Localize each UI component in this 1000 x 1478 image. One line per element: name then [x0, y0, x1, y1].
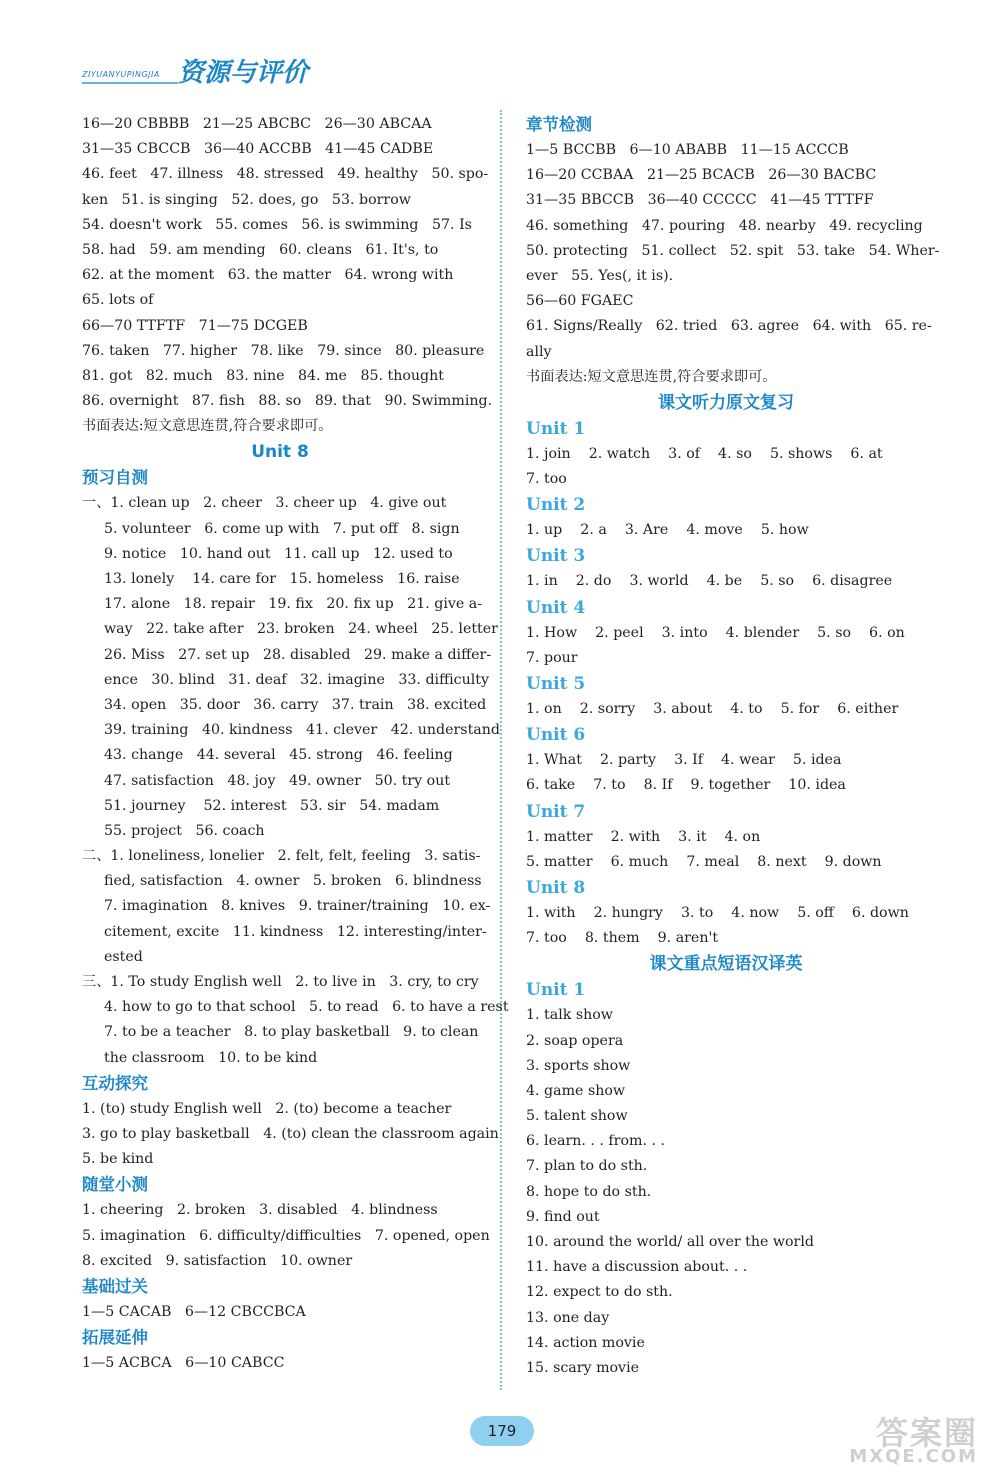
- page-header: [82, 50, 342, 88]
- unit-heading: Unit 4: [526, 597, 586, 618]
- answer-line: 7. plan to do sth.: [526, 1158, 648, 1175]
- section-quiz-heading: 随堂小测: [82, 1175, 148, 1195]
- watermark-text: 答案圈: [875, 1414, 978, 1452]
- answer-line: 1. What 2. party 3. If 4. wear 5. idea: [526, 752, 842, 769]
- answer-line: 15. scary movie: [526, 1359, 640, 1376]
- listening-review-title: 课文听力原文复习: [658, 392, 794, 413]
- left-column: [82, 112, 509, 1376]
- section-preview-heading: 预习自测: [82, 468, 148, 488]
- answer-line: 1—5 BCCBB 6—10 ABABB 11—15 ACCCB: [526, 142, 849, 158]
- answer-line: 1. in 2. do 3. world 4. be 5. so 6. disagree: [526, 573, 893, 590]
- answer-line: 61. Signs/Really 62. tried 63. agree 64. with 65. re-: [526, 318, 932, 335]
- answer-line: 10. around the world/ all over the world: [526, 1234, 814, 1250]
- answer-line: 13. one day: [526, 1309, 610, 1326]
- answer-line: 1. on 2. sorry 3. about 4. to 5. for 6. either: [526, 701, 899, 717]
- answer-line: 5. be kind: [82, 1151, 154, 1168]
- answer-line: 7. imagination 8. knives 9. trainer/training 10. ex-: [104, 898, 491, 915]
- answer-line: 34. open 35. door 36. carry 37. train 38. excited: [104, 696, 487, 713]
- answer-line: 1. join 2. watch 3. of 4. so 5. shows 6. at: [526, 445, 883, 462]
- answer-line: ence 30. blind 31. deaf 32. imagine 33. difficulty: [104, 671, 490, 688]
- answer-line: 3. go to play basketball 4. (to) clean the classroom again: [82, 1125, 499, 1142]
- answer-line: 12. expect to do sth.: [526, 1284, 673, 1301]
- answer-line: 9. notice 10. hand out 11. call up 12. used to: [104, 545, 453, 562]
- unit-heading: Unit 2: [526, 495, 586, 516]
- answer-line: 1—5 CACAB 6—12 CBCCBCA: [82, 1303, 306, 1320]
- answer-line: 47. satisfaction 48. joy 49. owner 50. try out: [104, 772, 451, 789]
- answer-line: 16—20 CBBBB 21—25 ABCBC 26—30 ABCAA: [82, 116, 432, 132]
- unit-8-title: Unit 8: [251, 442, 309, 463]
- answer-line: 46. feet 47. illness 48. stressed 49. healthy 50. spo-: [82, 166, 489, 183]
- answer-line: ally: [526, 343, 552, 360]
- answer-line: ever 55. Yes(, it is).: [526, 267, 674, 284]
- section-extend-heading: 拓展延伸: [82, 1328, 148, 1348]
- answer-line: 书面表达:短文意思连贯,符合要求即可。: [526, 368, 777, 385]
- section-chapter-heading: 章节检测: [526, 115, 592, 134]
- answer-line: 14. action movie: [526, 1334, 645, 1351]
- answer-line: 1. How 2. peel 3. into 4. blender 5. so 6. on: [526, 624, 905, 641]
- answer-line: 5. matter 6. much 7. meal 8. next 9. down: [526, 853, 882, 870]
- answer-line: 13. lonely 14. care for 15. homeless 16. raise: [104, 571, 460, 587]
- answer-line: 5. imagination 6. difficulty/difficulties 7. opened, open: [82, 1227, 490, 1244]
- unit-heading: Unit 5: [526, 674, 586, 694]
- answer-line: 8. hope to do sth.: [526, 1183, 652, 1200]
- answer-line: ken 51. is singing 52. does, go 53. borrow: [82, 191, 411, 208]
- answer-line: 31—35 CBCCB 36—40 ACCBB 41—45 CADBE: [82, 141, 434, 158]
- page-number: 179: [470, 1416, 534, 1446]
- answer-line: 4. game show: [526, 1082, 626, 1099]
- answer-line: 9. find out: [526, 1208, 600, 1225]
- answer-line: citement, excite 11. kindness 12. interesting/inter-: [104, 923, 487, 940]
- answer-line: 81. got 82. much 83. nine 84. me 85. thought: [82, 367, 444, 384]
- column-divider: [500, 110, 502, 1390]
- answer-line: 5. volunteer 6. come up with 7. put off 8. sign: [104, 520, 460, 537]
- unit-heading: Unit 6: [526, 725, 586, 746]
- answer-line: 65. lots of: [82, 292, 154, 309]
- answer-line: 76. taken 77. higher 78. like 79. since 80. pleasure: [82, 342, 485, 359]
- answer-line: 66—70 TTFTF 71—75 DCGEB: [82, 317, 308, 334]
- answer-line: 4. how to go to that school 5. to read 6. to have a rest: [104, 999, 509, 1016]
- answer-line: 7. too: [526, 471, 567, 488]
- answer-line: 39. training 40. kindness 41. clever 42. understand: [104, 722, 500, 739]
- answer-line: 6. take 7. to 8. If 9. together 10. idea: [526, 777, 846, 794]
- answer-line: 58. had 59. am mending 60. cleans 61. It's, to: [82, 241, 439, 258]
- answer-line: 2. soap opera: [526, 1032, 624, 1049]
- header-rule: [82, 82, 178, 84]
- answer-line: 50. protecting 51. collect 52. spit 53. take 54. Wher-: [526, 242, 940, 259]
- answer-line: 56—60 FGAEC: [526, 293, 634, 310]
- answer-line: 7. pour: [526, 649, 578, 666]
- answer-line: fied, satisfaction 4. owner 5. broken 6. blindness: [104, 873, 482, 890]
- answer-line: 54. doesn't work 55. comes 56. is swimming 57. Is: [82, 216, 472, 233]
- right-column: [526, 112, 940, 1381]
- watermark-logo: [828, 1408, 988, 1472]
- answer-line: 1. with 2. hungry 3. to 4. now 5. off 6. down: [526, 904, 909, 921]
- answer-line: 51. journey 52. interest 53. sir 54. madam: [104, 797, 440, 814]
- answer-line: 1. matter 2. with 3. it 4. on: [526, 828, 761, 845]
- answer-line: 8. excited 9. satisfaction 10. owner: [82, 1252, 353, 1269]
- answer-line: way 22. take after 23. broken 24. wheel 25. letter: [104, 621, 498, 638]
- section-basic-heading: 基础过关: [82, 1276, 148, 1296]
- answer-line: 1. talk show: [526, 1007, 613, 1024]
- answer-line: 55. project 56. coach: [104, 822, 265, 839]
- unit-heading: Unit 1: [526, 980, 586, 1001]
- answer-line: 86. overnight 87. fish 88. so 89. that 90. Swimming.: [82, 393, 493, 410]
- answer-line: 43. change 44. several 45. strong 46. feeling: [104, 747, 453, 764]
- answer-line: 5. talent show: [526, 1108, 628, 1125]
- phrases-title: 课文重点短语汉译英: [649, 954, 803, 975]
- answer-line: 17. alone 18. repair 19. fix 20. fix up 21. give a-: [104, 596, 483, 613]
- watermark-url: MXQE.COM: [849, 1446, 978, 1467]
- unit-heading: Unit 8: [526, 877, 586, 898]
- answer-line: 二、1. loneliness, lonelier 2. felt, felt, feeling 3. satis-: [82, 848, 481, 865]
- answer-line: 26. Miss 27. set up 28. disabled 29. make a differ-: [104, 646, 492, 663]
- answer-line: 31—35 BBCCB 36—40 CCCCC 41—45 TTTFF: [526, 192, 874, 209]
- answer-line: 三、1. To study English well 2. to live in 3. cry, to cry: [82, 974, 479, 990]
- section-interact-heading: 互动探究: [82, 1073, 148, 1093]
- answer-line: the classroom 10. to be kind: [104, 1049, 318, 1066]
- answer-line: ested: [104, 948, 143, 965]
- answer-line: 1—5 ACBCA 6—10 CABCC: [82, 1355, 285, 1372]
- answer-line: 7. to be a teacher 8. to play basketball 9. to clean: [104, 1024, 479, 1041]
- unit-heading: Unit 1: [526, 418, 586, 439]
- answer-line: 3. sports show: [526, 1057, 631, 1074]
- answer-line: 6. learn. . . from. . .: [526, 1133, 665, 1150]
- answer-line: 一、1. clean up 2. cheer 3. cheer up 4. give out: [82, 495, 447, 512]
- header-subtitle: ZIYUANYUPINGJIA: [82, 70, 160, 79]
- unit-heading: Unit 3: [526, 546, 586, 567]
- answer-line: 1. up 2. a 3. Are 4. move 5. how: [526, 522, 809, 539]
- answer-line: 62. at the moment 63. the matter 64. wrong with: [82, 267, 454, 284]
- answer-line: 1. (to) study English well 2. (to) become a teacher: [82, 1100, 452, 1117]
- answer-line: 7. too 8. them 9. aren't: [526, 930, 719, 947]
- answer-line: 1. cheering 2. broken 3. disabled 4. blindness: [82, 1202, 438, 1219]
- answer-line: 11. have a discussion about. . .: [526, 1259, 748, 1276]
- answer-line: 16—20 CCBAA 21—25 BCACB 26—30 BACBC: [526, 167, 877, 184]
- answer-line: 书面表达:短文意思连贯,符合要求即可。: [82, 418, 333, 435]
- header-title: 资源与评价: [178, 58, 309, 88]
- answer-line: 46. something 47. pouring 48. nearby 49. recycling: [526, 217, 923, 234]
- unit-heading: Unit 7: [526, 801, 586, 822]
